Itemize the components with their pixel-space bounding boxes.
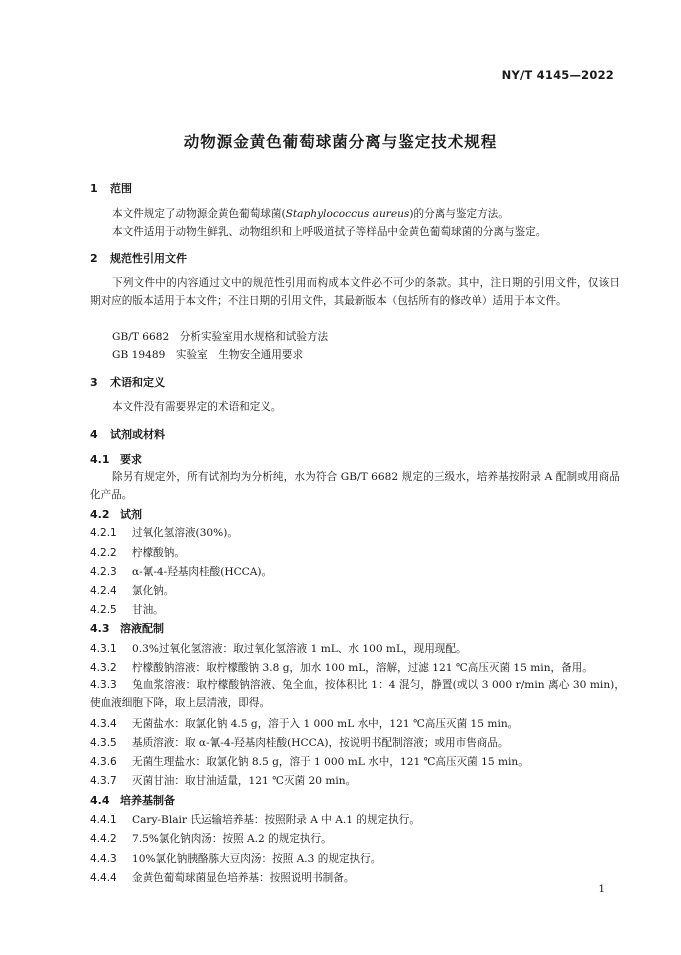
subsection-number: 4.2 <box>90 508 110 521</box>
section-number: 1 <box>90 182 98 195</box>
section-4-heading <box>90 426 165 442</box>
section-number: 3 <box>90 376 98 389</box>
item-number: 4.3.3 <box>90 679 117 691</box>
item-number: 4.2.2 <box>90 547 117 559</box>
list-item <box>90 525 625 540</box>
section-1-heading <box>90 180 132 196</box>
item-text: 柠檬酸钠溶液：取柠檬酸钠 3.8 g，加水 100 mL，溶解，过滤 121 ℃高压灭菌 15 min，备用。 <box>132 662 593 674</box>
section-1-paragraph-2: 本文件适用于动物生鲜乳、动物组织和上呼吸道拭子等样品中金黄色葡萄球菌的分离与鉴定。 <box>112 226 547 238</box>
item-number: 4.3.7 <box>90 775 117 787</box>
section-title: 术语和定义 <box>110 376 165 389</box>
list-item <box>90 870 625 885</box>
section-title: 规范性引用文件 <box>110 252 187 265</box>
item-number: 4.2.3 <box>90 566 117 578</box>
text-run: )的分离与鉴定方法。 <box>409 208 509 220</box>
item-number: 4.3.2 <box>90 662 117 674</box>
subsection-4-2-heading <box>90 506 142 522</box>
item-number: 4.2.4 <box>90 585 117 597</box>
item-number: 4.2.1 <box>90 527 117 539</box>
subsection-number: 4.1 <box>90 453 110 466</box>
subsection-number: 4.4 <box>90 794 110 807</box>
subsection-title: 溶液配制 <box>120 622 164 635</box>
list-item <box>90 602 625 617</box>
item-number: 4.4.2 <box>90 833 117 845</box>
list-item <box>90 641 625 656</box>
section-1-paragraph-1 <box>90 205 620 223</box>
subsection-4-1-paragraph: 除另有规定外，所有试剂均为分析纯，水为符合 GB/T 6682 规定的三级水，培养基按附录 A 配制或用商品化产品。 <box>90 471 620 501</box>
item-text: 无菌生理盐水：取氯化钠 8.5 g，溶于 1 000 mL 水中，121 ℃高压灭菌 15 min。 <box>132 756 529 768</box>
list-item <box>90 812 625 827</box>
page-number: 1 <box>598 883 605 895</box>
item-text: 基质溶液：取 α-氰-4-羟基肉桂酸(HCCA)，按说明书配制溶液；或用市售商品。 <box>132 737 509 749</box>
item-text: Cary-Blair 氏运输培养基：按照附录 A 中 A.1 的规定执行。 <box>132 814 420 826</box>
normative-reference-1: GB/T 6682 分析实验室用水规格和试验方法 <box>112 331 329 343</box>
item-number: 4.3.5 <box>90 737 117 749</box>
section-2-paragraph-1: 下列文件中的内容通过文中的规范性引用而构成本文件必不可少的条款。其中，注日期的引用文件，仅该日期对应的版本适用于本文件；不注日期的引用文件，其最新版本（包括所有的修改单）适用于本文件。 <box>90 277 620 307</box>
item-text: α-氰-4-羟基肉桂酸(HCCA)。 <box>132 566 273 578</box>
section-title: 试剂或材料 <box>110 428 165 441</box>
item-text: 灭菌甘油：取甘油适量，121 ℃灭菌 20 min。 <box>132 775 357 787</box>
item-number: 4.3.1 <box>90 643 117 655</box>
item-text: 0.3%过氧化氢溶液：取过氧化氢溶液 1 mL、水 100 mL，现用现配。 <box>132 643 467 655</box>
list-item <box>90 773 625 788</box>
section-title: 范围 <box>110 182 132 195</box>
list-item <box>90 545 625 560</box>
item-number: 4.3.4 <box>90 718 117 730</box>
subsection-4-4-heading <box>90 792 175 808</box>
subsection-title: 试剂 <box>120 508 142 521</box>
list-item <box>90 564 625 579</box>
list-item <box>90 851 625 866</box>
item-text: 柠檬酸钠。 <box>132 547 185 559</box>
subsection-title: 培养基制备 <box>120 794 175 807</box>
list-item <box>90 831 625 846</box>
list-item <box>90 735 625 750</box>
normative-reference-2: GB 19489 实验室 生物安全通用要求 <box>112 349 304 361</box>
item-text: 氯化钠。 <box>132 585 175 597</box>
section-3-heading <box>90 374 165 390</box>
section-2-heading <box>90 250 187 266</box>
subsection-number: 4.3 <box>90 622 110 635</box>
list-item <box>90 754 625 769</box>
text-run: 本文件规定了动物源金黄色葡萄球菌( <box>112 208 286 220</box>
item-text: 无菌盐水：取氯化钠 4.5 g，溶于入 1 000 mL 水中，121 ℃高压灭菌 15 min。 <box>132 718 519 730</box>
list-item <box>90 716 625 731</box>
list-item <box>90 660 625 675</box>
item-text: 过氧化氢溶液(30%)。 <box>132 527 238 539</box>
item-text: 甘油。 <box>132 604 164 616</box>
item-text: 金黄色葡萄球菌显色培养基：按照说明书制备。 <box>132 872 355 884</box>
species-name: Staphylococcus aureus <box>285 208 410 220</box>
subsection-4-3-heading <box>90 620 164 636</box>
item-text: 7.5%氯化钠肉汤：按照 A.2 的规定执行。 <box>132 833 332 845</box>
item-number: 4.2.5 <box>90 604 117 616</box>
item-number: 4.3.6 <box>90 756 117 768</box>
item-number: 4.4.1 <box>90 814 117 826</box>
subsection-4-1-heading <box>90 451 142 467</box>
section-3-paragraph-1: 本文件没有需要界定的术语和定义。 <box>112 401 282 413</box>
standard-number: NY/T 4145—2022 <box>501 68 614 82</box>
list-item <box>90 676 625 712</box>
section-number: 4 <box>90 428 98 441</box>
subsection-title: 要求 <box>120 453 142 466</box>
item-number: 4.4.4 <box>90 872 117 884</box>
section-number: 2 <box>90 252 98 265</box>
document-title: 动物源金黄色葡萄球菌分离与鉴定技术规程 <box>183 133 498 151</box>
list-item <box>90 583 625 598</box>
item-number: 4.4.3 <box>90 853 117 865</box>
item-text: 10%氯化钠胰酪胨大豆肉汤：按照 A.3 的规定执行。 <box>132 853 382 865</box>
item-text: 兔血浆溶液：取柠檬酸钠溶液、兔全血，按体积比 1：4 混匀，静置(或以 3 000 r/min 离心 30 min)，使血液细胞下降，取上层清液，即得。 <box>90 679 625 709</box>
